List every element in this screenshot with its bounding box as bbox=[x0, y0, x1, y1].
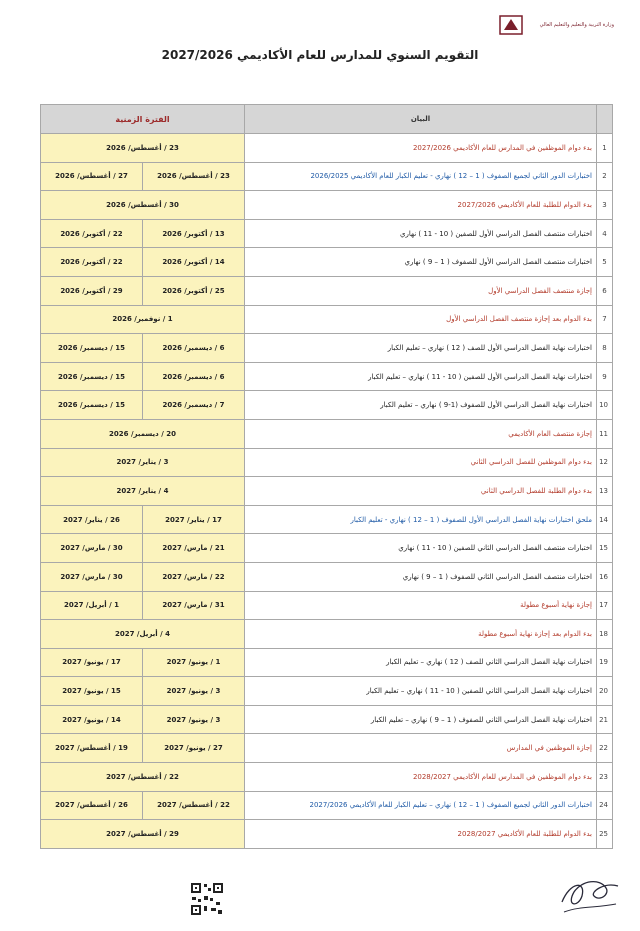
row-description: بدء دوام الموظفين في المدارس للعام الأكاديمي 2027/2026 bbox=[245, 134, 597, 163]
table-row bbox=[41, 791, 613, 820]
row-number: 18 bbox=[597, 620, 613, 649]
row-number: 4 bbox=[597, 219, 613, 248]
row-description: إجازة نهاية أسبوع مطولة bbox=[245, 591, 597, 620]
row-number: 9 bbox=[597, 362, 613, 391]
table-row bbox=[41, 505, 613, 534]
table-row bbox=[41, 419, 613, 448]
row-description: اختبارات الدور الثاني لجميع الصفوف ( 1 – 12 ) نهاري - تعليم الكبار للعام الأكاديمي 2026/2025 bbox=[245, 162, 597, 191]
row-date-from: 6 / ديسمبر/ 2026 bbox=[143, 362, 245, 391]
row-date-from: 6 / ديسمبر/ 2026 bbox=[143, 334, 245, 363]
row-date-from: 25 / أكتوبر/ 2026 bbox=[143, 276, 245, 305]
row-number: 10 bbox=[597, 391, 613, 420]
row-description: بدء الدوام بعد إجازة منتصف الفصل الدراسي الأول bbox=[245, 305, 597, 334]
table-row bbox=[41, 562, 613, 591]
row-date-to: 26 / يناير/ 2027 bbox=[41, 505, 143, 534]
row-date-from: 3 / يونيو/ 2027 bbox=[143, 705, 245, 734]
row-date-to: 14 / يونيو/ 2027 bbox=[41, 705, 143, 734]
row-date: 4 / يناير/ 2027 bbox=[41, 477, 245, 506]
row-number: 17 bbox=[597, 591, 613, 620]
row-number: 11 bbox=[597, 419, 613, 448]
table-row bbox=[41, 620, 613, 649]
row-date-from: 17 / يناير/ 2027 bbox=[143, 505, 245, 534]
ministry-logo bbox=[498, 10, 618, 40]
row-date-to: 19 / أغسطس/ 2027 bbox=[41, 734, 143, 763]
table-row bbox=[41, 705, 613, 734]
row-date-to: 26 / أغسطس/ 2027 bbox=[41, 791, 143, 820]
table-row bbox=[41, 591, 613, 620]
row-description: إجازة الموظفين في المدارس bbox=[245, 734, 597, 763]
row-description: إجازة منتصف الفصل الدراسي الأول bbox=[245, 276, 597, 305]
row-number: 7 bbox=[597, 305, 613, 334]
row-date-from: 31 / مارس/ 2027 bbox=[143, 591, 245, 620]
row-description: اختبارات منتصف الفصل الدراسي الثاني للصفوف ( 1 – 9 ) نهاري bbox=[245, 562, 597, 591]
row-description: اختبارات نهاية الفصل الدراسي الأول للصف ( 12 ) نهاري – تعليم الكبار bbox=[245, 334, 597, 363]
table-row bbox=[41, 648, 613, 677]
row-date-to: 17 / يونيو/ 2027 bbox=[41, 648, 143, 677]
page-title: التقويم السنوي للمدارس للعام الأكاديمي 2027/2026 bbox=[161, 48, 479, 62]
row-number: 2 bbox=[597, 162, 613, 191]
header-number bbox=[597, 105, 613, 134]
row-date: 23 / أغسطس/ 2026 bbox=[41, 134, 245, 163]
table-row bbox=[41, 448, 613, 477]
calendar-table bbox=[40, 104, 613, 849]
row-description: اختبارات نهاية الفصل الدراسي الأول للصفين ( 10 - 11 ) نهاري – تعليم الكبار bbox=[245, 362, 597, 391]
signature-icon bbox=[556, 862, 626, 922]
table-row bbox=[41, 763, 613, 792]
row-number: 21 bbox=[597, 705, 613, 734]
table-row bbox=[41, 248, 613, 277]
row-date-from: 22 / مارس/ 2027 bbox=[143, 562, 245, 591]
table-row bbox=[41, 134, 613, 163]
row-number: 20 bbox=[597, 677, 613, 706]
table-row bbox=[41, 820, 613, 849]
row-description: اختبارات منتصف الفصل الدراسي الثاني للصفين ( 10 - 11 ) نهاري bbox=[245, 534, 597, 563]
row-date-to: 15 / ديسمبر/ 2026 bbox=[41, 334, 143, 363]
table-row bbox=[41, 191, 613, 220]
row-description: ملحق اختبارات نهاية الفصل الدراسي الأول للصفوف ( 1 – 12 ) نهاري - تعليم الكبار bbox=[245, 505, 597, 534]
row-description: بدء دوام الموظفين للفصل الدراسي الثاني bbox=[245, 448, 597, 477]
row-date-from: 3 / يونيو/ 2027 bbox=[143, 677, 245, 706]
row-date: 3 / يناير/ 2027 bbox=[41, 448, 245, 477]
row-date: 1 / نوفمبر/ 2026 bbox=[41, 305, 245, 334]
row-date-to: 15 / ديسمبر/ 2026 bbox=[41, 362, 143, 391]
row-date: 22 / أغسطس/ 2027 bbox=[41, 763, 245, 792]
header-description: البيان bbox=[245, 105, 597, 134]
ministry-emblem-icon bbox=[498, 12, 524, 38]
table-row bbox=[41, 305, 613, 334]
table-row bbox=[41, 391, 613, 420]
row-date-from: 14 / أكتوبر/ 2026 bbox=[143, 248, 245, 277]
row-date-to: 22 / أكتوبر/ 2026 bbox=[41, 248, 143, 277]
row-date: 20 / ديسمبر/ 2026 bbox=[41, 419, 245, 448]
header-period: الفترة الزمنية bbox=[41, 105, 245, 134]
row-number: 1 bbox=[597, 134, 613, 163]
row-number: 16 bbox=[597, 562, 613, 591]
row-number: 5 bbox=[597, 248, 613, 277]
row-number: 3 bbox=[597, 191, 613, 220]
table-row bbox=[41, 276, 613, 305]
table-row bbox=[41, 334, 613, 363]
row-description: بدء دوام الطلبة للفصل الدراسي الثاني bbox=[245, 477, 597, 506]
row-description: اختبارات منتصف الفصل الدراسي الأول للصفين ( 10 - 11 ) نهاري bbox=[245, 219, 597, 248]
row-date-from: 1 / يونيو/ 2027 bbox=[143, 648, 245, 677]
row-date-to: 30 / مارس/ 2027 bbox=[41, 534, 143, 563]
row-description: اختبارات نهاية الفصل الدراسي الثاني للصفوف ( 1 – 9 ) نهاري – تعليم الكبار bbox=[245, 705, 597, 734]
row-date-to: 30 / مارس/ 2027 bbox=[41, 562, 143, 591]
row-description: اختبارات نهاية الفصل الدراسي الثاني للصف ( 12 ) نهاري – تعليم الكبار bbox=[245, 648, 597, 677]
logo-text: وزارة التربية والتعليم والتعليم العالي bbox=[539, 22, 614, 28]
row-number: 14 bbox=[597, 505, 613, 534]
row-number: 8 bbox=[597, 334, 613, 363]
table-row bbox=[41, 219, 613, 248]
row-date: 30 / أغسطس/ 2026 bbox=[41, 191, 245, 220]
row-date: 29 / أغسطس/ 2027 bbox=[41, 820, 245, 849]
row-number: 6 bbox=[597, 276, 613, 305]
row-number: 23 bbox=[597, 763, 613, 792]
row-date-to: 29 / أكتوبر/ 2026 bbox=[41, 276, 143, 305]
row-number: 24 bbox=[597, 791, 613, 820]
row-description: إجازة منتصف العام الأكاديمي bbox=[245, 419, 597, 448]
row-date-from: 21 / مارس/ 2027 bbox=[143, 534, 245, 563]
row-date-to: 1 / أبريل/ 2027 bbox=[41, 591, 143, 620]
row-description: بدء دوام الموظفين في المدارس للعام الأكاديمي 2028/2027 bbox=[245, 763, 597, 792]
table-row bbox=[41, 734, 613, 763]
row-description: بدء الدوام للطلبة للعام الأكاديمي 2027/2026 bbox=[245, 191, 597, 220]
row-date-from: 23 / أغسطس/ 2026 bbox=[143, 162, 245, 191]
row-number: 25 bbox=[597, 820, 613, 849]
row-date-to: 22 / أكتوبر/ 2026 bbox=[41, 219, 143, 248]
table-row bbox=[41, 477, 613, 506]
table-header-row bbox=[41, 105, 613, 134]
row-number: 12 bbox=[597, 448, 613, 477]
row-number: 19 bbox=[597, 648, 613, 677]
row-date-from: 22 / أغسطس/ 2027 bbox=[143, 791, 245, 820]
row-date-to: 15 / يونيو/ 2027 bbox=[41, 677, 143, 706]
row-number: 22 bbox=[597, 734, 613, 763]
row-description: اختبارات الدور الثاني لجميع الصفوف ( 1 – 12 ) نهاري – تعليم الكبار للعام الأكاديمي 2027/2026 bbox=[245, 791, 597, 820]
table-row bbox=[41, 534, 613, 563]
table-row bbox=[41, 362, 613, 391]
row-date-to: 15 / ديسمبر/ 2026 bbox=[41, 391, 143, 420]
row-description: اختبارات نهاية الفصل الدراسي الثاني للصفين ( 10 - 11 ) نهاري – تعليم الكبار bbox=[245, 677, 597, 706]
row-date-from: 13 / أكتوبر/ 2026 bbox=[143, 219, 245, 248]
row-description: بدء الدوام للطلبة للعام الأكاديمي 2028/2027 bbox=[245, 820, 597, 849]
table-row bbox=[41, 162, 613, 191]
row-date-from: 27 / يونيو/ 2027 bbox=[143, 734, 245, 763]
row-date-from: 7 / ديسمبر/ 2026 bbox=[143, 391, 245, 420]
row-date-to: 27 / أغسطس/ 2026 bbox=[41, 162, 143, 191]
row-description: اختبارات منتصف الفصل الدراسي الأول للصفوف ( 1 – 9 ) نهاري bbox=[245, 248, 597, 277]
row-date: 4 / أبريل/ 2027 bbox=[41, 620, 245, 649]
table-row bbox=[41, 677, 613, 706]
row-description: اختبارات نهاية الفصل الدراسي الأول للصفوف (1-9 ) نهاري – تعليم الكبار bbox=[245, 391, 597, 420]
qr-code-icon bbox=[190, 882, 224, 916]
row-number: 15 bbox=[597, 534, 613, 563]
row-number: 13 bbox=[597, 477, 613, 506]
row-description: بدء الدوام بعد إجازة نهاية أسبوع مطولة bbox=[245, 620, 597, 649]
